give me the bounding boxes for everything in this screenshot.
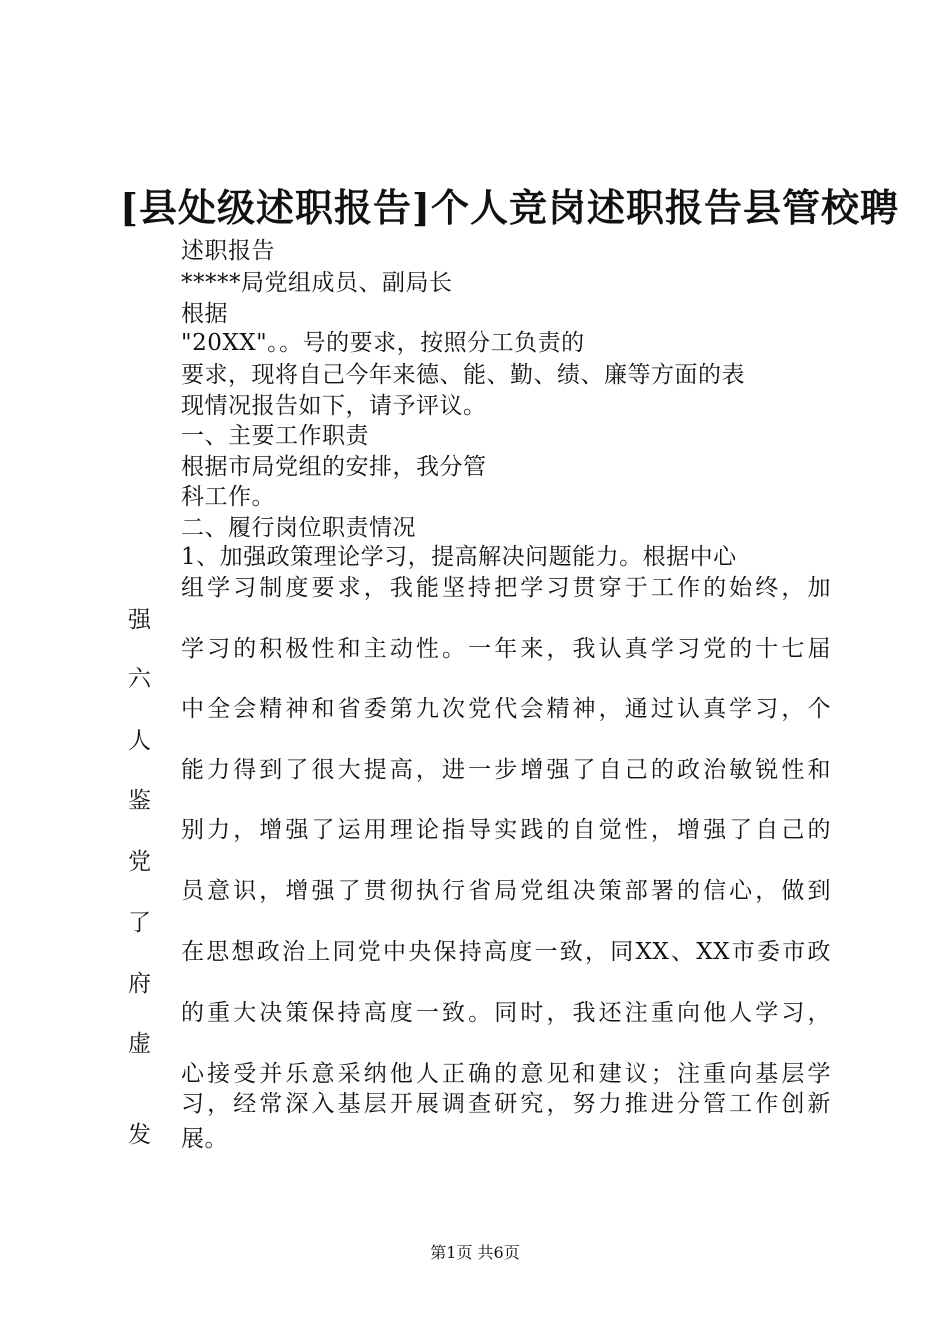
page-footer: 第1页 共6页: [430, 1243, 520, 1262]
section-heading: 一、主要工作职责: [181, 423, 369, 449]
text-line: 1、加强政策理论学习，提高解决问题能力。根据中心: [181, 544, 737, 570]
text-line: 根据市局党组的安排，我分管: [181, 454, 487, 480]
margin-character: 虚: [128, 1031, 151, 1057]
text-line: 根据: [181, 301, 228, 327]
margin-character: 鉴: [128, 788, 151, 814]
text-line: 别力，增强了运用理论指导实践的自觉性，增强了自己的: [181, 817, 831, 843]
text-line: 能力得到了很大提高，进一步增强了自己的政治敏锐性和: [181, 757, 831, 783]
text-line: "20XX"。。号的要求，按照分工负责的: [181, 330, 585, 356]
margin-character: 了: [128, 910, 151, 936]
section-heading: 二、履行岗位职责情况: [181, 515, 416, 541]
margin-character: 人: [128, 728, 151, 754]
margin-character: 六: [128, 666, 151, 692]
text-line: 心接受并乐意采纳他人正确的意见和建议；注重向基层学: [181, 1061, 831, 1087]
margin-character: 党: [128, 849, 151, 875]
text-line: 科工作。: [181, 484, 275, 510]
document-title: [县处级述职报告]个人竞岗述职报告县管校聘: [120, 185, 899, 230]
text-line: 中全会精神和省委第九次党代会精神，通过认真学习，个: [181, 696, 831, 722]
text-line: 组学习制度要求，我能坚持把学习贯穿于工作的始终，加: [181, 575, 831, 601]
text-line: 的重大决策保持高度一致。同时，我还注重向他人学习，: [181, 1000, 831, 1026]
text-line: 现情况报告如下，请予评议。: [181, 393, 487, 419]
text-line: 述职报告: [181, 238, 275, 264]
margin-character: 府: [128, 971, 151, 997]
text-line: 员意识，增强了贯彻执行省局党组决策部署的信心，做到: [181, 878, 831, 904]
text-line: 在思想政治上同党中央保持高度一致，同XX、XX市委市政: [181, 939, 831, 965]
margin-character: 发: [128, 1122, 151, 1148]
text-line: *****局党组成员、副局长: [181, 270, 453, 296]
text-line: 习，经常深入基层开展调查研究，努力推进分管工作创新: [181, 1091, 831, 1117]
text-line: 学习的积极性和主动性。一年来，我认真学习党的十七届: [181, 636, 831, 662]
text-line: 展。: [181, 1126, 228, 1152]
margin-character: 强: [128, 607, 151, 633]
text-line: 要求，现将自己今年来德、能、勤、绩、廉等方面的表: [181, 362, 745, 388]
